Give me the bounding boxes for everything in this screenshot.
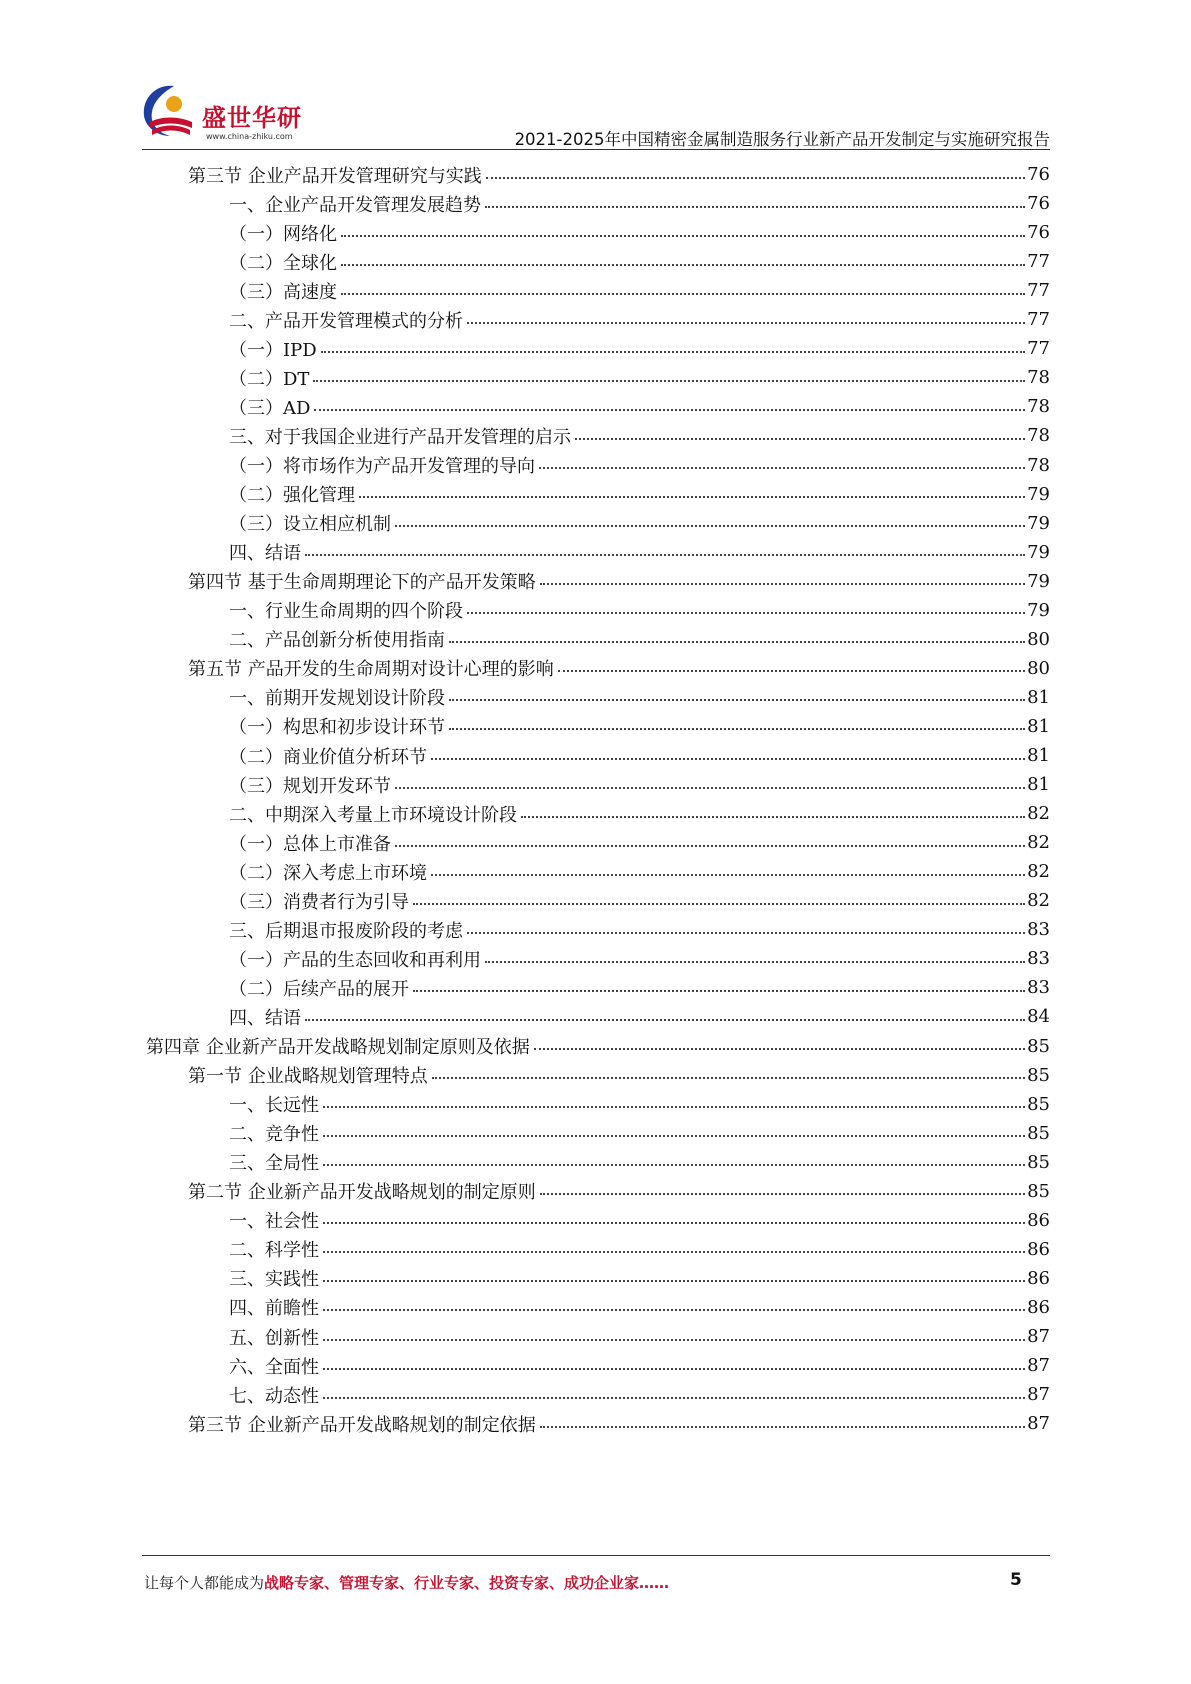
toc-entry-page: 87 — [1027, 1413, 1050, 1435]
toc-entry-label: （三）AD — [229, 397, 311, 419]
toc-entry[interactable] — [229, 595, 1050, 626]
toc-entry-page: 77 — [1027, 338, 1050, 360]
toc-entry-label: 一、企业产品开发管理发展趋势 — [229, 194, 481, 216]
toc-entry[interactable] — [229, 1292, 1050, 1323]
toc-entry[interactable] — [229, 914, 1050, 945]
toc-dot-leader — [432, 1077, 1025, 1079]
toc-entry-page: 78 — [1027, 396, 1050, 418]
toc-entry[interactable] — [229, 1147, 1050, 1178]
toc-dot-leader — [323, 1368, 1025, 1370]
toc-entry-label: （二）全球化 — [229, 252, 337, 274]
toc-entry-label: 一、行业生命周期的四个阶段 — [229, 601, 463, 623]
toc-entry-label: 二、科学性 — [229, 1240, 319, 1262]
toc-entry-page: 87 — [1027, 1326, 1050, 1347]
toc-entry-page: 79 — [1027, 541, 1050, 563]
toc-entry-page: 82 — [1027, 803, 1050, 825]
toc-entry-label: （一）产品的生态回收和再利用 — [229, 949, 481, 971]
toc-entry-label: 三、全局性 — [229, 1153, 319, 1175]
toc-dot-leader — [467, 322, 1025, 324]
toc-entry-label: 第四节 基于生命周期理论下的产品开发策略 — [188, 572, 536, 594]
toc-entry-page: 83 — [1027, 919, 1050, 941]
toc-entry-label: 二、产品开发管理模式的分析 — [229, 310, 463, 332]
toc-dot-leader — [341, 235, 1025, 237]
toc-entry-page: 86 — [1027, 1209, 1050, 1231]
toc-entry-label: （二）商业价值分析环节 — [229, 746, 427, 768]
toc-entry-page: 82 — [1027, 832, 1050, 854]
toc-entry[interactable] — [229, 711, 1050, 742]
footer-prefix: 让每个人都能成为 — [144, 1574, 265, 1592]
toc-entry-page: 76 — [1027, 164, 1050, 185]
footer-divider — [142, 1555, 1050, 1556]
toc-entry-page: 83 — [1027, 948, 1050, 970]
toc-entry-label: （三）设立相应机制 — [229, 514, 391, 536]
toc-dot-leader — [575, 438, 1025, 440]
toc-entry[interactable] — [188, 1176, 1050, 1207]
toc-entry-label: 五、创新性 — [229, 1327, 319, 1349]
toc-dot-leader — [395, 525, 1025, 527]
toc-entry-page: 78 — [1027, 425, 1050, 447]
toc-entry-page: 80 — [1027, 628, 1050, 650]
toc-dot-leader — [540, 583, 1025, 585]
toc-entry-page: 77 — [1027, 280, 1050, 302]
report-title: 2021-2025年中国精密金属制造服务行业新产品开发制定与实施研究报告 — [514, 130, 1050, 149]
toc-dot-leader — [540, 1426, 1025, 1428]
toc-dot-leader — [305, 554, 1025, 556]
toc-entry-page: 77 — [1027, 309, 1050, 331]
toc-entry-page: 81 — [1027, 715, 1050, 737]
toc-dot-leader — [395, 787, 1025, 789]
toc-dot-leader — [486, 177, 1025, 179]
toc-entry-label: 三、实践性 — [229, 1269, 319, 1291]
toc-entry-page: 81 — [1027, 745, 1050, 766]
toc-entry-page: 79 — [1027, 599, 1050, 621]
toc-entry-label: （一）将市场作为产品开发管理的导向 — [229, 456, 535, 477]
toc-entry-page: 79 — [1027, 512, 1050, 534]
toc-entry-page: 85 — [1027, 1093, 1050, 1115]
toc-dot-leader — [313, 380, 1025, 382]
toc-entry[interactable] — [229, 769, 1050, 800]
toc-entry-label: （一）总体上市准备 — [229, 833, 391, 855]
toc-entry-page: 76 — [1027, 222, 1050, 244]
brand-url: www.china-zhiku.com — [206, 132, 293, 141]
toc-entry[interactable] — [229, 1118, 1050, 1149]
toc-entry-page: 87 — [1027, 1384, 1050, 1406]
toc-entry-page: 78 — [1027, 454, 1050, 476]
brand-logo — [140, 82, 310, 150]
toc-entry[interactable] — [229, 624, 1050, 655]
toc-entry-label: 第四章 企业新产品开发战略规划制定原则及依据 — [146, 1037, 530, 1058]
toc-entry[interactable] — [146, 1031, 1050, 1062]
toc-entry-label: 第二节 企业新产品开发战略规划的制定原则 — [188, 1182, 536, 1204]
toc-entry[interactable] — [229, 1089, 1050, 1120]
toc-entry-label: （一）网络化 — [229, 223, 337, 245]
toc-entry-label: 四、结语 — [229, 543, 301, 565]
toc-entry[interactable] — [188, 1060, 1050, 1091]
toc-entry-page: 87 — [1027, 1355, 1050, 1377]
toc-dot-leader — [558, 670, 1025, 672]
toc-entry-page: 78 — [1027, 367, 1050, 389]
toc-entry-label: 二、产品创新分析使用指南 — [229, 630, 445, 652]
toc-dot-leader — [323, 1222, 1025, 1224]
toc-entry-label: （二）DT — [229, 368, 310, 390]
toc-dot-leader — [413, 903, 1025, 905]
toc-entry[interactable] — [229, 943, 1050, 974]
toc-entry-label: 一、社会性 — [229, 1211, 319, 1233]
footer-highlight: 战略专家、管理专家、行业专家、投资专家、成功企业家…… — [264, 1574, 670, 1592]
toc-entry[interactable] — [229, 1234, 1050, 1265]
toc-entry[interactable] — [229, 450, 1050, 481]
header-divider — [142, 149, 1050, 150]
toc-entry-label: 第三节 企业新产品开发战略规划的制定依据 — [188, 1414, 536, 1436]
toc-entry-page: 85 — [1027, 1064, 1050, 1086]
toc-dot-leader — [467, 612, 1025, 614]
toc-dot-leader — [431, 758, 1025, 760]
toc-dot-leader — [449, 641, 1025, 643]
toc-entry-label: 一、长远性 — [229, 1095, 319, 1117]
toc-entry-page: 85 — [1027, 1035, 1050, 1057]
toc-entry[interactable] — [229, 304, 1050, 335]
toc-entry[interactable] — [229, 508, 1050, 539]
toc-entry[interactable] — [229, 856, 1050, 887]
toc-entry-page: 86 — [1027, 1296, 1050, 1318]
toc-entry-label: （一）构思和初步设计环节 — [229, 717, 445, 739]
toc-entry-page: 86 — [1027, 1267, 1050, 1289]
toc-entry-page: 80 — [1027, 657, 1050, 679]
toc-entry-label: （二）强化管理 — [229, 485, 355, 507]
toc-entry-page: 76 — [1027, 193, 1050, 215]
toc-dot-leader — [449, 728, 1025, 730]
toc-entry-page: 85 — [1027, 1151, 1050, 1173]
toc-entry[interactable] — [229, 740, 1050, 771]
toc-entry-page: 86 — [1027, 1238, 1050, 1260]
toc-dot-leader — [323, 1164, 1025, 1166]
toc-dot-leader — [539, 467, 1025, 469]
toc-entry[interactable] — [229, 420, 1050, 451]
toc-entry-label: 七、动态性 — [229, 1385, 319, 1407]
toc-dot-leader — [323, 1309, 1025, 1311]
toc-entry[interactable] — [229, 1321, 1050, 1352]
toc-dot-leader — [485, 206, 1025, 208]
toc-entry-label: （三）消费者行为引导 — [229, 891, 409, 913]
toc-dot-leader — [413, 990, 1025, 992]
toc-entry[interactable] — [229, 1205, 1050, 1236]
toc-entry[interactable] — [229, 1379, 1050, 1410]
toc-entry-page: 85 — [1027, 1122, 1050, 1144]
toc-entry[interactable] — [229, 1263, 1050, 1294]
toc-entry[interactable] — [229, 479, 1050, 510]
toc-dot-leader — [395, 845, 1025, 847]
toc-entry-label: 六、全面性 — [229, 1356, 319, 1378]
toc-entry[interactable] — [229, 972, 1050, 1003]
toc-entry[interactable] — [188, 653, 1050, 684]
toc-dot-leader — [321, 351, 1025, 353]
toc-entry-label: 二、竞争性 — [229, 1124, 319, 1146]
toc-entry-page: 85 — [1027, 1180, 1050, 1202]
toc-dot-leader — [431, 874, 1025, 876]
toc-entry[interactable] — [229, 1350, 1050, 1381]
toc-dot-leader — [467, 932, 1025, 934]
toc-entry[interactable] — [188, 1408, 1050, 1439]
toc-entry[interactable] — [229, 217, 1050, 248]
toc-entry[interactable] — [229, 827, 1050, 858]
toc-dot-leader — [521, 816, 1025, 818]
toc-entry-label: 二、中期深入考量上市环境设计阶段 — [229, 804, 517, 826]
toc-entry-page: 77 — [1027, 251, 1050, 273]
toc-entry[interactable] — [188, 159, 1050, 190]
toc-entry[interactable] — [229, 188, 1050, 219]
toc-entry-label: 三、对于我国企业进行产品开发管理的启示 — [229, 426, 571, 448]
toc-entry-page: 82 — [1027, 890, 1050, 912]
toc-dot-leader — [540, 1193, 1025, 1195]
toc-dot-leader — [323, 1397, 1025, 1399]
toc-dot-leader — [323, 1251, 1025, 1253]
toc-dot-leader — [534, 1048, 1025, 1050]
toc-entry-label: （二）深入考虑上市环境 — [229, 862, 427, 884]
toc-entry[interactable] — [229, 246, 1050, 277]
toc-dot-leader — [314, 409, 1025, 411]
toc-entry[interactable] — [229, 333, 1050, 364]
toc-entry-label: 三、后期退市报废阶段的考虑 — [229, 920, 463, 942]
toc-entry-label: 第一节 企业战略规划管理特点 — [188, 1066, 428, 1088]
toc-entry-page: 83 — [1027, 977, 1050, 999]
toc-dot-leader — [449, 699, 1025, 701]
page-number: 5 — [1010, 1570, 1022, 1590]
toc-entry[interactable] — [229, 362, 1050, 393]
toc-entry-page: 82 — [1027, 861, 1050, 883]
toc-entry[interactable] — [229, 885, 1050, 916]
toc-entry-label: （二）后续产品的展开 — [229, 978, 409, 1000]
toc-entry-page: 79 — [1027, 570, 1050, 592]
toc-entry[interactable] — [229, 391, 1050, 422]
footer-slogan — [144, 1572, 669, 1593]
toc-entry[interactable] — [229, 1001, 1050, 1032]
toc-entry-label: 第五节 产品开发的生命周期对设计心理的影响 — [188, 659, 554, 681]
toc-dot-leader — [323, 1339, 1025, 1341]
toc-dot-leader — [305, 1019, 1025, 1021]
toc-entry[interactable] — [229, 798, 1050, 829]
toc-entry-label: 一、前期开发规划设计阶段 — [229, 688, 445, 710]
toc-dot-leader — [323, 1280, 1025, 1282]
toc-dot-leader — [485, 961, 1025, 963]
toc-entry[interactable] — [229, 682, 1050, 713]
brand-name: 盛世华研 — [202, 104, 302, 132]
toc-dot-leader — [323, 1135, 1025, 1137]
toc-entry-label: 四、结语 — [229, 1007, 301, 1029]
toc-dot-leader — [359, 496, 1025, 498]
toc-entry[interactable] — [188, 566, 1050, 597]
toc-entry-page: 84 — [1027, 1006, 1050, 1028]
toc-entry-page: 79 — [1027, 483, 1050, 505]
toc-entry-label: （三）规划开发环节 — [229, 775, 391, 797]
toc-entry[interactable] — [229, 275, 1050, 306]
toc-dot-leader — [341, 264, 1025, 266]
toc-entry-label: 四、前瞻性 — [229, 1298, 319, 1320]
toc-entry-page: 81 — [1027, 774, 1050, 796]
toc-entry-label: （三）高速度 — [229, 281, 337, 303]
brand-logo-icon — [140, 82, 202, 142]
toc-entry[interactable] — [229, 537, 1050, 568]
toc-dot-leader — [341, 293, 1025, 295]
toc-entry-page: 81 — [1027, 686, 1050, 708]
toc-entry-label: （一）IPD — [229, 339, 317, 361]
toc-dot-leader — [323, 1106, 1025, 1108]
toc-entry-label: 第三节 企业产品开发管理研究与实践 — [188, 165, 482, 187]
